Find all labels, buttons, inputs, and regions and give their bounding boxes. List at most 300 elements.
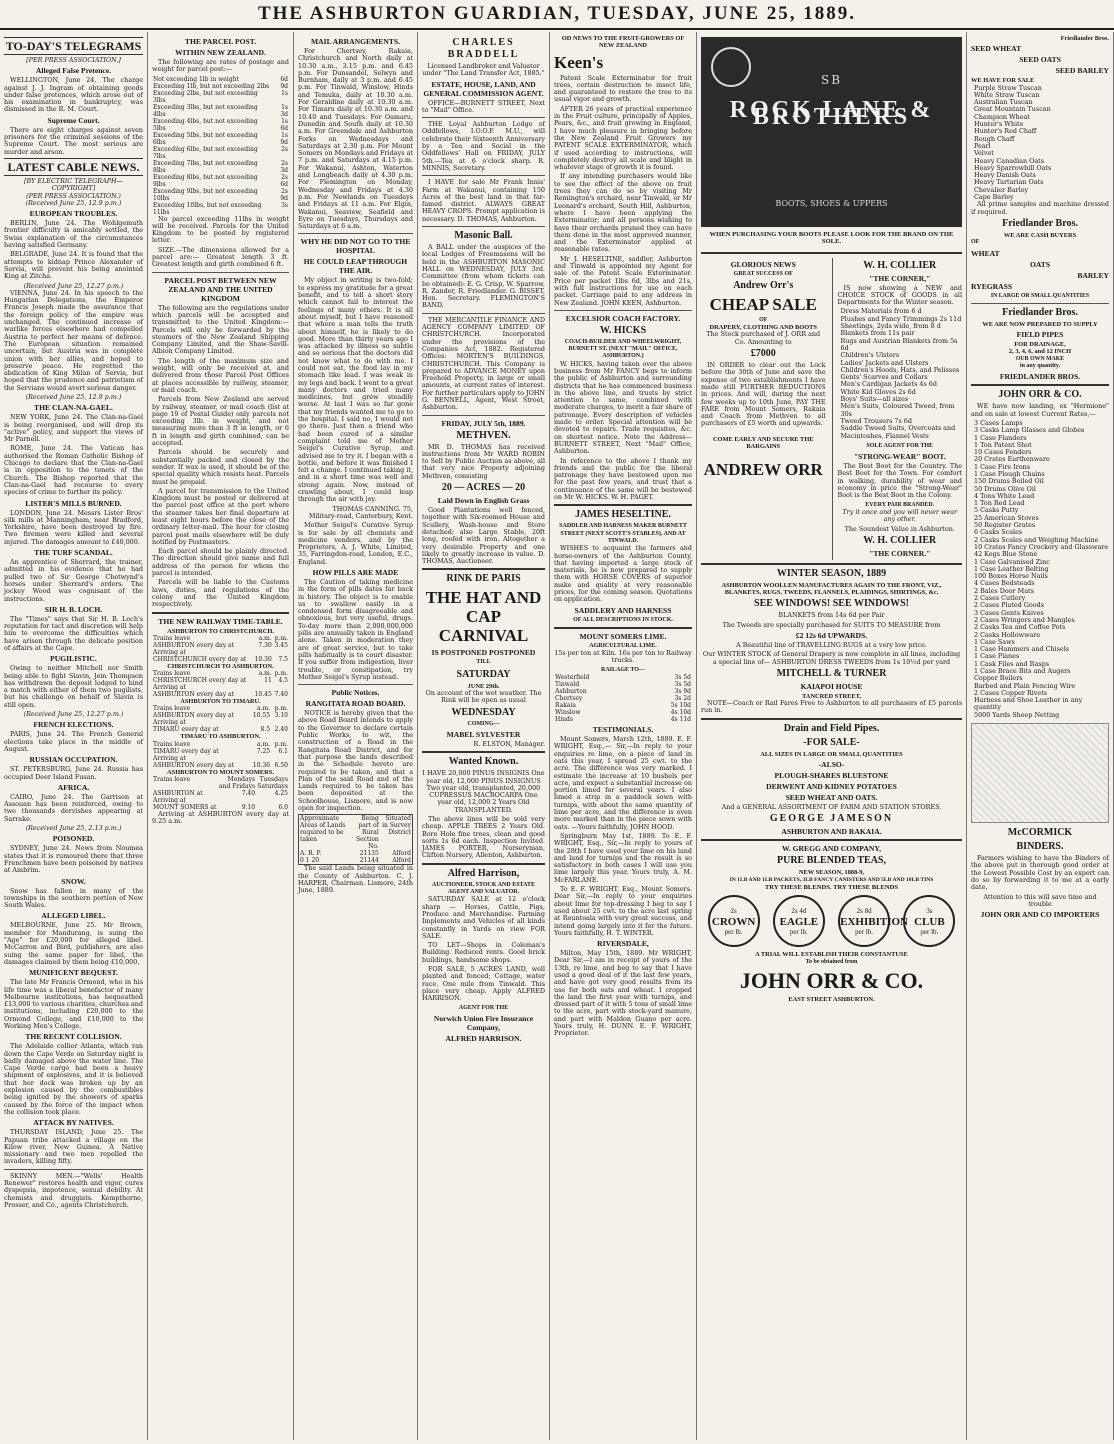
list-item: Copper Boilers bbox=[974, 674, 1023, 683]
table-cell: Westerfield bbox=[555, 674, 590, 682]
article-subheading: HE COULD LEAP THROUGH THE AIR. bbox=[303, 257, 408, 276]
article-text: The Caution of taking medicine in the form of pills dates far back in history. The object is to enable us to swallow easily in a condensed form disagreeable and obnoxious, but very useful, drugs. To-day more than 2,000,000,000 pills are annually taken in England alone. Taken in moderation they are of great service, but to take pills habitually is to court disaster. If you suffer from indigestion, liver trouble, or constipation, try Mother Seigel's Syrup instead. bbox=[298, 578, 413, 681]
table-cell: Trains leave bbox=[153, 634, 191, 642]
article-heading: FRENCH ELECTIONS. bbox=[33, 720, 114, 730]
list-item: Dress Materials from 6 d bbox=[840, 307, 922, 316]
ad-heading: SEED WHEAT bbox=[971, 44, 1022, 54]
article-heading: AFRICA. bbox=[57, 782, 90, 792]
ad-text: OF bbox=[971, 239, 980, 246]
ad-text: IN ORDER to clear out the Lock before the 30th of June and save the expense of two establishments I have made still FURTHER REDUCTIONS in prices. And will, during the next few weeks up to 10th June, PAY THE FARE from Mount Somers, Rakaia and Coach from Methven to all purchasers of £5 worth and upwards. bbox=[701, 361, 826, 428]
table-cell: Exceeding 2lbs, but not exceeding 3lbs bbox=[153, 89, 258, 104]
table-cell: p.m. bbox=[274, 634, 288, 642]
table-cell: 6.1 bbox=[278, 747, 288, 755]
ad-subheading: ESTATE, HOUSE, LAND, AND GENERAL COMMISSION AGENT. bbox=[423, 79, 544, 98]
table-cell: CHRISTCHURCH every day at bbox=[153, 677, 247, 685]
testimonials-heading: TESTIMONIALS. bbox=[592, 725, 654, 735]
table-row bbox=[554, 702, 692, 709]
table-cell: 2s bbox=[281, 145, 288, 153]
table-cell: Tinwald bbox=[555, 681, 580, 689]
table-cell: 3s 5d bbox=[674, 681, 691, 689]
article-text: Parcels should be securely and substantially packed and closed by the sender. If wax is used, it should be of the special quality which resists heat. Parcels must be prepaid. bbox=[152, 448, 289, 486]
table-cell: p.m. bbox=[274, 705, 288, 713]
table-cell: Exceeding 6lbs, but not exceeding 7lbs bbox=[153, 145, 258, 160]
table-cell: Arriving at bbox=[153, 719, 186, 727]
list-item: Purple Straw Tuscan bbox=[974, 83, 1042, 92]
table-row bbox=[152, 684, 289, 691]
ad-text: A BALL under the auspices of the local Lodges of Freemasons will be held in the ASHBURTON MASONIC HALL on WEDNESDAY, JULY 3rd. Committee (from whom tickets can be obtained): E. G. Crisp, W. Sparrow, R. Zander, R. Friedlander. G. BISSET, Hon. Secretary. FLEMINGTON'S BAND. bbox=[422, 243, 545, 310]
table-row bbox=[554, 674, 692, 681]
column-friedlander bbox=[967, 32, 1114, 1440]
ad-text: OFFICE—BURNETT STREET, Next to "Mail" Office. bbox=[422, 98, 545, 114]
article-text: WELLINGTON, June 24. The charge against J. J. Ingram of obtaining goods under false pretences, which arose out of his examination in bankruptcy, was dismissed in the R. M. Court. bbox=[4, 76, 143, 114]
collier-goods-list bbox=[838, 308, 963, 439]
table-cell: Trains leave bbox=[153, 670, 191, 678]
column-ads-wide bbox=[697, 32, 967, 1440]
tea-unit: per lb. bbox=[789, 928, 808, 937]
list-item: 5000 Yards Sheep Netting bbox=[974, 710, 1060, 719]
article-text: The said Lands being situated in the County of Ashburton. C. J. HARPER, Chairman. Lismore, 24th June, 1889. bbox=[298, 864, 413, 895]
uk-parcel-heading: PARCEL POST BETWEEN NEW ZEALAND AND THE UNITED KINGDOM bbox=[164, 275, 277, 303]
list-item: 2 Cases Plated Goods bbox=[974, 601, 1044, 610]
ad-subheading: "STRONG-WEAR" BOOT. bbox=[853, 452, 946, 462]
column-ads-braddell bbox=[418, 32, 550, 1440]
list-item: 150 Drums Boiled Oil bbox=[974, 477, 1044, 486]
schedule-table bbox=[298, 814, 413, 865]
postponed-text: IS POSTPONED POSTPONED bbox=[431, 648, 536, 658]
article-text: There are eight charges against seven prisoners for the criminal sessions of the Supreme Court. The most serious are murder and arson. bbox=[4, 125, 143, 156]
ad-heading: W. H. COLLIER bbox=[863, 534, 937, 546]
ad-text: JUNE 29th. bbox=[467, 682, 500, 690]
table-cell: Arriving at bbox=[153, 684, 186, 692]
table-row bbox=[152, 76, 289, 83]
table-cell: Situated in Survey District bbox=[382, 815, 411, 837]
ad-text: in any quantity. bbox=[1019, 363, 1061, 370]
table-cell: TIMARU every day at bbox=[153, 726, 219, 734]
ad-subheading: ASHBURTON WOOLLEN MANUFACTURES AGAIN TO THE FRONT, VIZ., bbox=[721, 581, 942, 589]
list-item: Velvet bbox=[974, 149, 994, 158]
table-row bbox=[152, 797, 289, 804]
ad-text: Attention to this will save time and trouble bbox=[983, 892, 1097, 908]
article-text: The late Mr Francis Ormond, who in his life time was a liberal benefactor of many Melbourne institutions, has bequeathed £13,000 to various charities, churches and institutions, including £20,000 to the Ormond College, and £10,000 to the Working Men's College. bbox=[4, 978, 143, 1030]
article-text: A parcel for transmission to the United Kingdom must be posted or delivered at the parcel post office at the port where the steamer takes her final departure at least eight hours before the close of the ordinary letter-mail. The hour for closing parcel post mails elsewhere will be duly notified by Postmasters. bbox=[152, 486, 289, 546]
table-cell: 2s 3d bbox=[280, 159, 288, 174]
list-item: White Kid Gloves 2s 6d bbox=[840, 387, 916, 396]
ad-text: On account of the wet weather. The Rink will be open as usual bbox=[425, 689, 542, 705]
tea-blend-badge bbox=[903, 895, 955, 947]
wednesday-text: WEDNESDAY bbox=[451, 706, 516, 718]
ad-text: IN LARGE OR SMALL QUANTITIES bbox=[990, 292, 1090, 299]
binders-heading: BINDERS. bbox=[1016, 841, 1064, 853]
table-cell: 7.40 bbox=[274, 691, 288, 699]
ad-text: To be obtained from bbox=[805, 958, 858, 965]
list-item: 5 Casks Putty bbox=[974, 506, 1019, 515]
ad-subheading: RYEGRASS bbox=[971, 281, 1013, 291]
article-text: Parcels will be liable to the Customs laws, duties, and regulations of the colony and the United Kingdom respectively. bbox=[152, 578, 289, 609]
ad-text: WE ARE CASH BUYERS bbox=[1003, 231, 1077, 239]
table-cell: 10.36 bbox=[252, 761, 271, 769]
ad-text: I HAVE 20,000 PINUS INSIGNIS One year old, 12,000 PINUS INSIGNUS Two year old, transplanted, 20,000 CUPRESSUS MACROCARPA One year old, 12,000 2 Years Old TRANSPLANTED. bbox=[422, 769, 545, 814]
article-text: Mother Seigel's Curative Syrup is for sale by all chemists and medicine vendors, and by the Proprietors, A. J. White, Limited, 35, Farringdon-road, London, E.C., England. bbox=[298, 521, 413, 566]
table-cell: a.m. bbox=[258, 670, 272, 678]
tea-price: 2s bbox=[730, 907, 737, 916]
table-cell: 10.45 bbox=[254, 691, 272, 699]
list-item: Plushes and Fancy Trimmings 2s 11d bbox=[840, 314, 962, 323]
list-item: Rough Chaff bbox=[974, 134, 1015, 143]
table-cell: 21135 bbox=[359, 850, 379, 858]
table-cell: TIMARU every day at bbox=[153, 747, 219, 755]
article-text: SIZE.—The dimensions allowed for a parcel are:— Greatest length 3 ft. Greatest length and girth combined 6 ft. bbox=[152, 245, 289, 269]
column-parcel-post bbox=[148, 32, 294, 1440]
article-text: NOTICE is hereby given that the above Road Board intends to apply to the Governor to declare certain Public Works, to wit, the construction of a Road in the Rangitata Road District, and for that purpose the lands described in the Schedule hereto are required to be taken, and that a Plan of the said Road and of the Lands required to be taken has been deposited at the Schoolhouse, Lismore, and is now open for inspection. bbox=[298, 709, 413, 813]
article-heading: ALLEGED LIBEL. bbox=[41, 911, 106, 921]
list-item: 1 Case Plough Chains bbox=[974, 469, 1045, 478]
list-item: 1 Ton Red Lead bbox=[974, 499, 1025, 508]
list-item: 1 Case Galvanised Zinc bbox=[974, 557, 1050, 566]
reaper-illustration bbox=[971, 723, 1109, 823]
mitchell-turner-heading: MITCHELL & TURNER bbox=[776, 667, 887, 679]
tea-name: EXHIBITION bbox=[840, 916, 908, 929]
cable-news-heading: LATEST CABLE NEWS. bbox=[4, 158, 143, 176]
table-cell bbox=[249, 755, 271, 762]
route-heading: ASHBURTON TO TIMARU. bbox=[180, 698, 261, 706]
list-item: Gents' Scarves and Collars bbox=[840, 373, 928, 382]
friedlander-heading: Friedlander Bros. bbox=[1002, 306, 1078, 318]
pure-teas-heading: PURE BLENDED TEAS, bbox=[776, 855, 886, 867]
list-item: Champion Wheat bbox=[974, 112, 1030, 121]
table-row bbox=[152, 762, 289, 769]
article-heading: THE RECENT COLLISION. bbox=[25, 1032, 122, 1042]
testimonial-text: Mount Somers, March 12th, 1889. E. F. WRIGHT, Esq.,— Sir,—In reply to your enquiries re lime, on a piece of land in oats this year, I spread 25 cwt. to the acre. The difference was very marked. I estimate the increase at 10 bushels per acre, and expect a substantial increase on portion limed for several years. I also limed a strip in a paddock sown with turnips, with about the same quantity of lime per acre, and the difference is even more marked than in the piece sown with oats. —Yours faithfully, JOHN HOOD. bbox=[554, 735, 692, 831]
article-text: My object in writing is two-fold; to express my gratitude for a great benefit, and to tell a short story which cannot fail to interest the feelings of many others. It is all about myself, but I have reasoned that where a man tells the truth about himself, he is likely to do good. More than thirty years ago I was attacked by illness so subtle and so serious that the doctors did not know what to do with me. I could not eat, the food lay in my stomach like lead. I was weak in my legs and back. I went to a great many doctors and tried many medicines, but grew steadily worse. At last I was so far gone that my friends wanted me to go to the hospital. I said no, I would not go there. Just then a friend who had been cured of a similar complaint told me of Mother Seigel's Curative Syrup, and advised me to try it. I began with a bottle, and before it was finished I felt a change. I continued taking it, and in a short time was well and strong again. Now, instead of crawling about, I could leap through the air with joy. bbox=[298, 276, 413, 504]
ad-heading: GLORIOUS NEWS bbox=[730, 259, 796, 269]
list-item: Hunter's Red Chaff bbox=[974, 127, 1037, 136]
table-cell: 1s bbox=[281, 89, 288, 97]
saturday-text: SATURDAY bbox=[456, 668, 511, 680]
tea-name: CROWN bbox=[711, 916, 756, 929]
article-text: The following are rates of postage and weight for parcel post:— bbox=[152, 58, 289, 74]
ad-text: The Soundest Value in Ashburton. bbox=[844, 524, 955, 533]
importers-heading: JOHN ORR AND CO IMPORTERS bbox=[980, 910, 1100, 920]
ad-subheading: Laid Down in English Grass bbox=[437, 496, 530, 506]
table-cell: Alford bbox=[392, 857, 411, 865]
table-cell: ASHBURTON every day at bbox=[153, 691, 234, 699]
table-row bbox=[152, 776, 289, 783]
ad-subheading: COACH-BUILDER AND WHEELWRIGHT, BURNETT ST. (NEXT "MAIL" OFFICE, ASHBURTON.) bbox=[564, 338, 682, 360]
table-cell: 4.5 bbox=[278, 677, 288, 685]
route-heading: CHRISTCHURCH TO ASHBURTON. bbox=[167, 662, 274, 670]
methven-heading: METHVEN. bbox=[456, 429, 511, 441]
table-cell: 8.5 bbox=[260, 726, 271, 734]
ad-subheading: SADDLER AND HARNESS MAKER BURNETT STREET (NEXT SCOTT'S STABLES), AND AT TINWALD. bbox=[559, 523, 687, 544]
ad-subheading: RIVERSDALE, bbox=[597, 939, 649, 949]
table-cell: 4s 10d bbox=[670, 709, 691, 717]
table-cell: 7.25 bbox=[256, 747, 271, 755]
tea-blend-badge bbox=[773, 895, 825, 947]
table-cell: ASHBURTON at bbox=[153, 790, 203, 798]
signature: ALFRED HARRISON. bbox=[445, 1033, 522, 1043]
received-note: (Received June 25, 12.27 p.m.) bbox=[23, 710, 124, 719]
timetable bbox=[152, 635, 289, 663]
newspaper-title: THE ASHBURTON GUARDIAN, TUESDAY, JUNE 25, 1889. bbox=[257, 3, 856, 24]
testimonial-text: Springburn May 1st, 1889. To E. F. WRIGHT, Esq., Sir,—In reply to yours of the 28th I have used your lime on his land and land for turnips and the result is so satisfactory in both cases I will use you lime largely this year. Yours truly, A. M. McFARLANE. bbox=[554, 831, 692, 884]
ad-text: And a GENERAL ASSORTMENT OF FARM AND STATION STORES. bbox=[721, 803, 942, 812]
table-cell: 6.50 bbox=[274, 761, 288, 769]
table-cell: 1s 6d bbox=[280, 117, 288, 132]
ad-text: W. HICKS, having taken over the above business from Mr FANCY begs to inform the public of Ashburton and surrounding districts that he has commenced business in the above line, and trusts by strict attention to same, combined with moderate charges, to merit a fair share of patronage. Every description of vehicles made to order. Special attention will be devoted to repairs. Trade requisites, &c. on shortest notice. Note the Address—BURNETT STREET, Next "Mail" Office, Ashburton. bbox=[554, 359, 692, 456]
list-item: Heavy Danish Oats bbox=[974, 171, 1036, 180]
advertisement-text: SKINNY MEN.—"Wells' Health Renewer" restores health and vigor, cures dyspepsia, impotence, sexual debility. At chemists and druggists. Kempthorne, Prosser, and Co., agents Christchurch. bbox=[4, 1171, 143, 1209]
table-cell: ASHBURTON every day at bbox=[153, 761, 234, 769]
article-text: Each parcel should be plainly directed. The direction should give name and full address of the person for whom the parcel is intended. bbox=[152, 547, 289, 578]
article-heading: SNOW. bbox=[61, 876, 86, 886]
list-item: Great Mountain Tuscan bbox=[974, 105, 1051, 114]
list-item: 1 Case Leather Belting bbox=[974, 564, 1049, 573]
table-cell: 3s 2d bbox=[674, 695, 691, 703]
table-cell: 2s 6d bbox=[280, 173, 288, 188]
ad-text: SOLE AGENT FOR THE bbox=[866, 442, 934, 449]
cheap-sale-heading: CHEAP SALE bbox=[709, 294, 817, 314]
list-item: Sheetings, 2yds wide, from 8 d bbox=[840, 322, 941, 331]
article-heading: Supreme Court. bbox=[47, 115, 100, 125]
table-row bbox=[152, 649, 289, 656]
signature: THOMAS CANNING. 75, Military-road, Canterbury, Kent. bbox=[308, 504, 413, 520]
table-cell bbox=[253, 684, 273, 691]
received-note: (Received June 25, 12.9 p.m.) bbox=[25, 392, 122, 401]
list-item: 42 Kegs Blue Stone bbox=[974, 550, 1038, 559]
table-cell: Not exceeding 1lb in weight bbox=[153, 75, 239, 83]
list-item: Saddle Tweed Suits, Overcoats and Macintoshes, Flannel Vests bbox=[840, 424, 956, 440]
article-text: Owing to neither Mitchell nor Smith being able to fight Slavin, Jem Thompson has withdrawn the deposit lodged to bind a match with either of them two pugilists, but his challenge on behalf of Slavin is still open. bbox=[4, 664, 143, 709]
list-item: Men's Suits, Coloured Tweed, from 30s bbox=[840, 402, 955, 418]
table-cell: Alford bbox=[392, 850, 411, 858]
table-cell: 21144 bbox=[359, 857, 379, 865]
table-row bbox=[152, 104, 289, 118]
table-cell: CHRISTCHURCH every day at bbox=[153, 655, 247, 663]
ad-text: The above lines will be sold very cheap. APPLE TREES 2 Years Old. Bore Hole fine trees, clean and good sorts 1s 6d each. Inspection Invited. JAMES PORTER, Nurseryman, Clifton Nursery, Allenton, Ashburton. bbox=[422, 815, 545, 860]
received-note: (Received June 25, 2.13 p.m.) bbox=[25, 824, 122, 833]
timetable bbox=[152, 705, 289, 733]
railage-table bbox=[554, 674, 692, 723]
table-cell: Winslow bbox=[555, 709, 581, 717]
ad-text: Our WINTER STOCK of General Drapery is now complete in all lines, including a special line of— ASHBURTON DRESS TWEEDS from 1s 10½d per yard bbox=[702, 650, 961, 666]
list-item: 2 Cases Wringers and Mangles bbox=[974, 615, 1075, 624]
table-cell: Exceeding 1lb, but not exceeding 2lbs bbox=[153, 82, 270, 90]
table-cell bbox=[249, 719, 271, 726]
ad-heading: W. H. COLLIER bbox=[863, 259, 937, 271]
table-row bbox=[152, 719, 289, 726]
article-text: BELGRADE, June 24. It is found that the attempts to kidnap Prince Alexander of Servia, will prevent his being anointed King at Zitcha. bbox=[4, 250, 143, 281]
table-cell bbox=[273, 649, 289, 656]
table-cell: a.m. bbox=[257, 705, 271, 713]
article-text: THURSDAY ISLAND, June 25. The Papuan tribe attacked a village on the Kilow river, New Guinea. A Native missionary and two men repelled the invaders, killing fifty. bbox=[4, 1128, 143, 1166]
jameson-heading: GEORGE JAMESON bbox=[769, 813, 894, 825]
list-item: Children's Hoods, Hats, and Pelisses bbox=[840, 365, 960, 374]
ad-text: AFTER 26 years of practical experience in the Fruit culture, principally of Apples, Pears, &c., and fruit growing in England, I have much pleasure in bringing before the New Zealand Fruit Growers my PATENT SCALE EXTERMINATOR, which if used according to instructions, will completely destroy all scale and blight in whatever stage of growth it is found. bbox=[554, 104, 692, 172]
ad-subheading: COME EARLY AND SECURE THE BARGAINS bbox=[712, 435, 814, 451]
list-item: 2 Casks Tea and Coffee Pots bbox=[974, 623, 1066, 632]
article-text: The "Times" says that Sir H. B. Loch's reputation for tact and discretion will help him to overcome the difficulties which have arisen through the delicate position of affairs at the Cape. bbox=[4, 614, 143, 652]
table-cell: 7.30 bbox=[258, 641, 272, 649]
see-windows-heading: SEE WINDOWS! SEE WINDOWS! bbox=[754, 598, 909, 610]
ad-text: GREAT SUCCESS OF bbox=[733, 270, 793, 277]
article-text: Snow has fallen in many of the townships in the southern portion of New South Wales. bbox=[4, 886, 143, 910]
table-cell: 7.5 bbox=[278, 655, 288, 663]
table-cell: 3.45 bbox=[274, 641, 288, 649]
received-note: (Received June 25, 12.9 p.m.) bbox=[25, 198, 122, 207]
ad-text: BOOTS, SHOES & UPPERS bbox=[775, 198, 888, 208]
ad-text: OF bbox=[759, 316, 768, 323]
list-item: 2 Cases Copper Rivets bbox=[974, 688, 1048, 697]
import-list bbox=[971, 420, 1109, 719]
ad-text: Patent Scale Exterminator for fruit trees, certain destruction to insect life, and guaranteed to restore the tree to its usual vigor and growth. bbox=[554, 73, 692, 104]
table-cell: Arriving at bbox=[153, 754, 186, 762]
list-item: 6 Casks Scales bbox=[974, 528, 1023, 537]
table-cell: a.m. bbox=[258, 634, 272, 642]
ad-text: NEW SEASON, 1888-9, bbox=[798, 869, 865, 877]
tea-price: 2s 4d bbox=[791, 907, 807, 916]
table-row bbox=[152, 188, 289, 202]
table-cell: Chertsey bbox=[555, 695, 583, 703]
ad-subheading: BLANKETS, RUGS, TWEEDS, FLANNELS, PLAIDINGS, SHIRTINGS, &c. bbox=[724, 589, 939, 597]
collier-ad bbox=[832, 258, 963, 560]
table-cell: 9.10 bbox=[241, 804, 256, 812]
article-text: The Adelaide collier Atlanta, which ran down the Cape Verde on Saturday night is badly damaged above the water line. The Cape Verde cargo had been a heavy shipment of explosives, and it is believed that her dock was broken up by an explosion caused by the combustibles being ignited by the showers of sparks caused by the force of the impact when the collision took place. bbox=[4, 1042, 143, 1116]
list-item: Tweed Trousers 7s 6d bbox=[840, 416, 912, 425]
ad-subheading: AUCTIONEER, STOCK AND ESTATE AGENT AND VALUATOR. bbox=[431, 881, 536, 896]
table-cell: Exceeding 5lbs, but not exceeding 6lbs bbox=[153, 131, 258, 146]
table-cell: 4s 11d bbox=[670, 716, 691, 724]
article-text: PARIS, June 24. The French General elections take place in the middle of August. bbox=[4, 730, 143, 753]
list-item: 100 Boxes Horse Nails bbox=[974, 572, 1048, 581]
table-cell bbox=[271, 719, 289, 726]
table-cell: Exceeding 9lbs, but not exceeding 10lbs bbox=[153, 187, 258, 202]
ad-text: EVERY PAIR BRANDED. bbox=[865, 501, 935, 508]
column-telegrams bbox=[0, 32, 148, 1440]
article-text: Parcels from New Zealand are served by railway, steamer, or mail coach (list at page 19 of Postal Guide) only parcels not exceeding 3lb. in weight, and not measuring more than 3 ft in length, or 6 ft in length and girth combined, can be accepted. bbox=[152, 395, 289, 448]
list-item: 3 Cases Lamps bbox=[974, 418, 1023, 427]
masthead bbox=[0, 0, 1114, 30]
ad-text: Good Plantations well fenced, together with Six-roomed House and Scullery, Wash-house and Store detached; also Large Stable, 20ft long, roofed with iron. Altogether a very desirable Property and one likely to greatly increase in value. D. THOMAS, Auctioneer. bbox=[422, 506, 545, 566]
table-row bbox=[152, 748, 289, 755]
table-cell: 6.0 bbox=[278, 804, 288, 812]
list-item: 3 Cases Gents Knives bbox=[974, 608, 1044, 617]
signature: R. ELSTON, Manager. bbox=[473, 739, 545, 748]
article-heading: THE CLAN-NA-GAEL. bbox=[34, 403, 113, 413]
ad-text: A Beautiful line of TRAVELLING RUGS at a very low price. bbox=[736, 640, 927, 649]
table-row bbox=[299, 815, 413, 851]
article-text: MELBOURNE, June 25. Mr Brown, member for Mandurang, is suing the "Age" for £20,000 for alleged libel. McCarron and Bird, publishers, are also suing the same paper for libel, the damages claimed by them being £10,000. bbox=[4, 921, 143, 966]
ad-text: 15s per ton at Kiln. 16s per ton to Railway trucks. bbox=[554, 649, 692, 665]
table-row bbox=[299, 850, 413, 857]
ad-text: ALL SIZES IN LARGE OR SMALL QUANTITIES bbox=[760, 750, 903, 758]
table-cell: 3s 5d bbox=[674, 674, 691, 682]
table-row bbox=[152, 670, 289, 677]
ad-heading: Andrew Orr's bbox=[733, 279, 794, 291]
table-row bbox=[152, 202, 289, 216]
parcel-post-subheading: WITHIN NEW ZEALAND. bbox=[175, 48, 266, 57]
tea-blend-badge bbox=[838, 895, 908, 947]
list-item: 2 Casks Hollowware bbox=[974, 630, 1041, 639]
table-cell: Trains leave bbox=[153, 740, 191, 748]
list-item: Harness and Shoe Leather in any quantity bbox=[974, 696, 1083, 712]
ad-text: Mr J. HESELTINE, saddler, Ashburton and Tinwald is appointed my Agent for sale of the Patent Scale Exterminator. Price per packet 1lbs 6d, 3lbs and 21s, with full instructions for use on each packet. Carriage paid to any address in New Zealand. JOHN KEEN, Ashburton. bbox=[554, 254, 692, 307]
ad-heading: OD NEWS TO THE FRUIT-GROWERS OF NEW ZEALAND bbox=[561, 35, 685, 50]
ad-text: OF ALL DESCRIPTIONS IN STOCK. bbox=[573, 616, 673, 623]
article-heading: EUROPEAN TROUBLES. bbox=[29, 209, 118, 219]
mccormick-heading: McCORMICK bbox=[1007, 827, 1073, 839]
list-item: 4 Cases Bedsteads bbox=[974, 579, 1035, 588]
list-item: Boys' Suits—all sizes bbox=[840, 395, 909, 404]
ad-text: TILL bbox=[476, 659, 491, 666]
ad-subheading: FIELD PIPES bbox=[1016, 330, 1064, 340]
table-cell: and Fridays bbox=[219, 783, 256, 791]
table-row bbox=[152, 726, 289, 733]
ad-subheading: ASHBURTON AND RAKAIA. bbox=[781, 827, 882, 837]
article-heading: HOW PILLS ARE MADE bbox=[312, 568, 399, 577]
list-item: Chevalier Barley bbox=[974, 185, 1029, 194]
drain-pipes-heading: Drain and Field Pipes. bbox=[783, 722, 880, 734]
table-row bbox=[152, 755, 289, 762]
table-cell bbox=[218, 797, 256, 804]
article-text: The following are the regulations under which parcels will be accepted and transmitted to the United Kingdom:— Parcels will only be forwarded by the steamers of the New Zealand Shipping Company Limited, and the Shaw-Savill-Albion Company Limited. bbox=[152, 303, 289, 356]
list-item: 1 Ton Patent Shot bbox=[974, 440, 1032, 449]
ad-subheading: AGRICULTURAL LIME. bbox=[589, 642, 657, 649]
table-row bbox=[152, 705, 289, 712]
ad-text: FOR SALE, 5 ACRES LAND, well planted and fenced; Cottage, water race. One mile from Tinwald. This place very cheap. Apply ALFRED HARRISON. bbox=[422, 965, 545, 1003]
ad-heading: CHARLES BRADDELL bbox=[447, 37, 520, 60]
table-cell: p.m. bbox=[274, 670, 288, 678]
ad-text: TANCRED STREET, bbox=[801, 692, 862, 700]
ad-subheading: BARLEY bbox=[1077, 270, 1109, 280]
ad-text: All prime samples and machine dressed if required. bbox=[971, 200, 1109, 216]
tea-unit: per lb. bbox=[724, 928, 743, 937]
ad-subheading: £2 12s 6d UPWARDS. bbox=[795, 630, 868, 640]
ad-text: TO LET—Shops in Coleman's Building. Reduced rents. Good brick buildings, handsome shops. bbox=[422, 941, 545, 964]
ad-text: EAST STREET ASHBURTON. bbox=[788, 995, 875, 1003]
table-cell: 3s bbox=[281, 201, 288, 209]
ad-text: AGENT FOR THE bbox=[458, 1004, 509, 1011]
table-cell: Ashburton bbox=[555, 688, 587, 696]
tea-price: 2s 8d bbox=[856, 907, 872, 916]
ad-subheading: DERWENT AND KIDNEY POTATOES bbox=[766, 782, 897, 792]
ad-text: A TRIAL WILL ESTABLISH THEIR CONSTANTUSE bbox=[755, 951, 908, 959]
ad-text: 2, 3, 4, 6, and 12 INCH bbox=[1008, 348, 1072, 356]
list-item: 1 Case Brace Bits and Augers bbox=[974, 667, 1071, 675]
article-text: NEW YORK, June 24. The Clan-na-Gael is being reorganised, and will drop its "active" policy, and support the views of Mr Parnell. bbox=[4, 413, 143, 444]
list-item: Hunter's White bbox=[974, 120, 1024, 129]
article-text: An apprentice of Sherrard, the trainer, admitted in his evidence that he had pulled two of Sir George Chetwynd's horses under Sherrard's orders. The jockey Wood was cognisant of the instructions. bbox=[4, 558, 143, 603]
table-cell: Mondays bbox=[227, 776, 256, 784]
article-text: CAIRO, June 24. The Garrison at Assouan has been reinforced, owing to two thousands dervishes appearing at Sarrake. bbox=[4, 792, 143, 823]
tea-blend-badge bbox=[708, 895, 760, 947]
list-item: 1 Case Hammers and Chisels bbox=[974, 645, 1070, 654]
list-item: 4 Tons White Lead bbox=[974, 491, 1035, 500]
article-text: BERLIN, June 24. The Wohlgemuth frontier difficulty is amicably settled, the Swiss explanation of the circumstances having satisfied Germany. bbox=[4, 219, 143, 250]
testimonial-text: To E. F. WRIGHT, Esq., Mount Somers. Dear Sir,—In reply to your enquiries about lime for top-dressing I beg to say I used about 25 cwt. to the acre last spring at Rountoala with very great success, and intend going largely into it for the future. Yours faithfully, H. T. WINTER. bbox=[554, 885, 692, 937]
list-item: 1 Case Fire Irons bbox=[974, 462, 1031, 471]
list-item: Rugs and Austrian Blankets from 5s 6d bbox=[840, 336, 958, 352]
table-row bbox=[152, 790, 289, 797]
ad-caption: WHEN PURCHASING YOUR BOOTS PLEASE LOOK FOR THE BRAND ON THE SOLE. bbox=[709, 231, 954, 246]
ad-text: The Best Boot for the Country. The Best Boot for the Town. For comfort in walking, durability of wear and economy in price the "Strong-Wear" Boot is the Best Boot in the Colony. bbox=[837, 462, 962, 500]
table-row bbox=[152, 691, 289, 698]
article-heading: POISONED. bbox=[52, 834, 95, 844]
article-heading: THE TURF SCANDAL. bbox=[34, 548, 113, 558]
hicks-heading: W. HICKS bbox=[599, 324, 647, 336]
ad-subheading: Norwich Union Fire Insurance Company, bbox=[433, 1013, 534, 1032]
table-cell: Approximate Areas of Lands required to be taken bbox=[300, 815, 346, 844]
article-heading: LISTER'S MILLS BURNED. bbox=[25, 498, 122, 508]
